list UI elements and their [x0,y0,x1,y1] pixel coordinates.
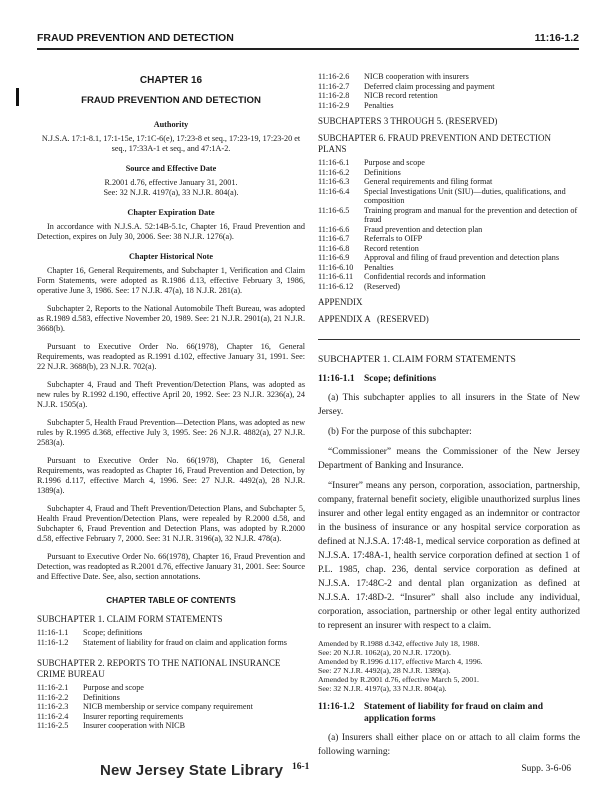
toc-item-text: Deferred claim processing and payment [364,81,495,91]
authority-text: N.J.S.A. 17:1-8.1, 17:1-15e, 17:1C-6(e), 17:23-8 et seq., 17:23-19, 17:23-20 et seq., 17:33A-1 et seq., and 47:1A-2. [41,134,301,153]
history-heading: Chapter Historical Note [129,252,213,261]
expiration-heading: Chapter Expiration Date [127,208,215,217]
toc-item-text: NICB membership or service company requirement [83,702,253,711]
toc-item-text: Penalties [364,262,394,272]
history-paragraph: Subchapter 4, Fraud and Theft Prevention/Detection Plans, and Subchapter 5, Health Fraud Prevention/Detection Plans, were repealed by R.2000 d.58, and Subchapter 6, Fraud Prevention and Detection Plans, was adopted by R.2000 d.58, effective February 7, 2000. See: 31 N.J.R. 3196(a), 32 N.J.R. 478(a). [37,504,305,543]
toc-item[interactable] [318,234,580,244]
toc-item[interactable] [318,187,580,206]
left-column [37,72,305,731]
header-rule [37,48,579,50]
toc-item[interactable] [318,253,580,263]
toc-item-number: 11:16-6.2 [318,167,350,177]
toc-item[interactable] [37,712,305,722]
toc-item-number: 11:16-2.3 [37,702,69,711]
section-heading [318,701,580,725]
toc-item-text: Approval and filing of fraud prevention and detection plans [364,253,560,262]
section-number: 11:16-1.2 [318,702,355,712]
header-section-number: 11:16-1.2 [534,32,579,44]
toc-item-number: 11:16-2.8 [318,91,350,100]
page-footer [0,760,615,782]
toc-item-text: Referrals to OIFP [364,234,423,243]
toc-item-text: General requirements and filing format [364,177,493,186]
rule-text [318,354,580,759]
toc-item-number: 11:16-6.4 [318,186,350,196]
toc-item-number: 11:16-6.5 [318,205,350,215]
section-title: Statement of liability for fraud on claim and application forms [364,702,544,724]
toc-item[interactable] [318,101,580,111]
toc-item[interactable] [37,702,305,712]
toc-item-text: Statement of liability for fraud on claim and application forms [83,637,287,647]
toc-appendix-a: APPENDIX A (RESERVED) [318,314,429,324]
toc-item[interactable] [318,72,580,82]
toc-subchapters-3-5: SUBCHAPTERS 3 THROUGH 5. (RESERVED) [318,116,498,126]
toc-item[interactable] [318,206,580,225]
toc-item-number: 11:16-2.1 [37,683,69,692]
toc-item-text: Penalties [364,100,394,110]
toc-item[interactable] [37,628,305,638]
toc-item-number: 11:16-6.10 [318,262,354,272]
toc-item-text: (Reserved) [364,281,400,291]
section-divider [318,339,580,340]
page-number: 16-1 [292,762,310,772]
spacer [37,647,305,652]
toc-item-text: NICB record retention [364,91,438,100]
toc-item[interactable] [318,158,580,168]
toc-item-text: Definitions [83,692,120,702]
history-paragraph: Pursuant to Executive Order No. 66(1978), Chapter 16, Fraud Prevention and Detection, was readopted as R.2001 d.76, effective January 31, 2001. See: Source and Effective Date. See, also, section annotations. [37,552,305,581]
source-text: R.2001 d.76, effective January 31, 2001. See: 32 N.J.R. 4197(a), 33 N.J.R. 804(a). [103,178,239,197]
toc-item-text: Insurer reporting requirements [83,711,184,721]
toc-item-number: 11:16-2.2 [37,692,69,702]
toc-item-number: 11:16-2.6 [318,72,350,81]
right-column [318,72,580,765]
toc-item[interactable] [37,638,305,648]
supplement-date: Supp. 3-6-06 [521,764,571,774]
history-paragraph: Subchapter 4, Fraud and Theft Prevention/Detection Plans, was adopted as new rules by R.1992 d.190, effective April 20, 1992. See: 23 N.J.R. 3236(a), 24 N.J.R. 1505(a). [37,380,305,409]
section-title: Scope; definitions [364,374,437,384]
toc-item-text: Record retention [364,243,419,253]
toc-item-text: Training program and manual for the prevention and detection of fraud [364,205,578,224]
definition-commissioner: “Commissioner” means the Commissioner of the New Jersey Department of Banking and Insurance. [318,447,580,471]
toc-item[interactable] [318,91,580,101]
toc-item-number: 11:16-6.6 [318,224,350,234]
toc-item[interactable] [318,244,580,254]
toc-item-text: Fraud prevention and detection plan [364,224,483,234]
chapter-title: FRAUD PREVENTION AND DETECTION [81,95,261,106]
library-watermark: New Jersey State Library [100,762,284,779]
toc-item-number: 11:16-6.8 [318,243,350,253]
toc-item-text: Confidential records and information [364,272,486,281]
toc-item-number: 11:16-6.1 [318,158,350,167]
history-paragraph: Subchapter 5, Health Fraud Prevention—Detection Plans, was adopted as new rules by R.1995 d.368, effective July 3, 1995. See: 26 N.J.R. 4882(a), 27 N.J.R. 2583(a). [37,418,305,447]
amendment-history: Amended by R.1988 d.342, effective July 18, 1988. See: 20 N.J.R. 1062(a), 20 N.J.R. 1720(b). Amended by R.1996 d.117, effective March 4, 1996. See: 27 N.J.R. 4492(a), 28 N.J.R. 1389(a). Amended by R.2001 d.76, effective March 5, 2001. See: 32 N.J.R. 4197(a), 33 N.J.R. 804(a). [318,639,483,693]
toc-item-number: 11:16-2.4 [37,711,69,721]
toc-item-number: 11:16-1.1 [37,628,69,637]
definition-insurer: “Insurer” means any person, corporation, association, partnership, company, fraternal benefit society, eligible unauthorized surplus lines insurer and other legal entity engaged as an indemnitor or contractor in the business of insurance or any hospital service corporation as defined at N.J.S.A. 17:48-1, medical service corporation as defined at N.J.S.A. 17:48A-1, health service corporation defined at section 1 of P.L. 1985, chap. 236, dental service corporation as defined at N.J.S.A. 17:48C-2 and dental plan organization as defined at N.J.S.A. 17:48D-2. “Insurer” shall also include any individual, corporation, association, partnership or other legal entity authorized to represent an insurer with respect to a claim. [318,481,580,631]
chapter-number: CHAPTER 16 [139,75,203,86]
toc-item[interactable] [37,693,305,703]
running-header [37,30,579,46]
toc-item-text: Definitions [364,167,401,177]
margin-bracket-mark [16,88,19,106]
toc-item-number: 11:16-6.9 [318,253,350,262]
toc-item[interactable] [318,225,580,235]
toc-item[interactable] [37,683,305,693]
toc-item-text: Special Investigations Unit (SIU)—duties, qualifications, and composition [364,186,566,205]
toc-heading: CHAPTER TABLE OF CONTENTS [106,596,236,605]
toc-item-number: 11:16-2.9 [318,100,350,110]
toc-item[interactable] [318,168,580,178]
toc-item-number: 11:16-6.7 [318,234,350,243]
toc-item[interactable] [318,272,580,282]
toc-item-number: 11:16-6.11 [318,272,354,281]
paragraph-2a: (a) Insurers shall either place on or attach to all claim forms the following warning: [318,733,580,757]
toc-item-text: Purpose and scope [364,158,425,167]
toc-item[interactable] [318,177,580,187]
subchapter-1-heading: SUBCHAPTER 1. CLAIM FORM STATEMENTS [318,354,516,365]
toc-item-number: 11:16-2.7 [318,81,350,91]
toc-item-text: NICB cooperation with insurers [364,72,469,81]
toc-item[interactable] [318,263,580,273]
toc-item-number: 11:16-1.2 [37,637,69,647]
toc-item-text: Scope; definitions [83,628,143,637]
toc-subchapter-2-title: SUBCHAPTER 2. REPORTS TO THE NATIONAL INSURANCE CRIME BUREAU [37,658,281,679]
toc-item-number: 11:16-6.12 [318,281,354,291]
toc-item[interactable] [318,282,580,292]
toc-subchapter-6-title: SUBCHAPTER 6. FRAUD PREVENTION AND DETECTION PLANS [318,133,552,154]
history-paragraph: Chapter 16, General Requirements, and Subchapter 1, Verification and Claim Form Statements, were adopted as R.1986 d.13, effective February 3, 1986, operative June 3, 1986. See: 17 N.J.R. 47(a), 18 N.J.R. 281(a). [37,266,305,295]
toc-item-text: Purpose and scope [83,683,144,692]
paragraph-b: (b) For the purpose of this subchapter: [328,427,472,437]
toc-subchapter-1-title: SUBCHAPTER 1. CLAIM FORM STATEMENTS [37,614,223,624]
toc-appendix: APPENDIX [318,297,363,307]
toc-item[interactable] [37,721,305,731]
section-number: 11:16-1.1 [318,374,355,384]
history-paragraph: Subchapter 2, Reports to the National Automobile Theft Bureau, was adopted as R.1989 d.583, effective November 20, 1989. See: 21 N.J.R. 2901(a), 21 N.J.R. 3668(b). [37,304,305,333]
expiration-text: In accordance with N.J.S.A. 52:14B-5.1c, Chapter 16, Fraud Prevention and Detection, expires on July 30, 2006. See: 38 N.J.R. 1276(a). [37,222,305,241]
toc-item-text: Insurer cooperation with NICB [83,721,186,730]
header-title: FRAUD PREVENTION AND DETECTION [37,32,234,44]
authority-heading: Authority [153,120,189,129]
paragraph-a: (a) This subchapter applies to all insurers in the State of New Jersey. [318,393,580,417]
section-heading [318,373,580,385]
history-paragraph: Pursuant to Executive Order No. 66(1978), Chapter 16, General Requirements, was readopted as Chapter 16, Fraud Prevention and Detection, by R.1996 d.117, effective March 4, 1996. See: 27 N.J.R. 4492(a), 28 N.J.R. 1389(a). [37,456,305,495]
history-paragraph: Pursuant to Executive Order No. 66(1978), Chapter 16, General Requirements, was readopted as R.1991 d.102, effective January 31, 1991. See: 22 N.J.R. 3688(b), 23 N.J.R. 702(a). [37,342,305,371]
source-heading: Source and Effective Date [125,164,217,173]
toc-item-number: 11:16-2.5 [37,721,69,730]
toc-item[interactable] [318,82,580,92]
toc-item-number: 11:16-6.3 [318,177,350,186]
